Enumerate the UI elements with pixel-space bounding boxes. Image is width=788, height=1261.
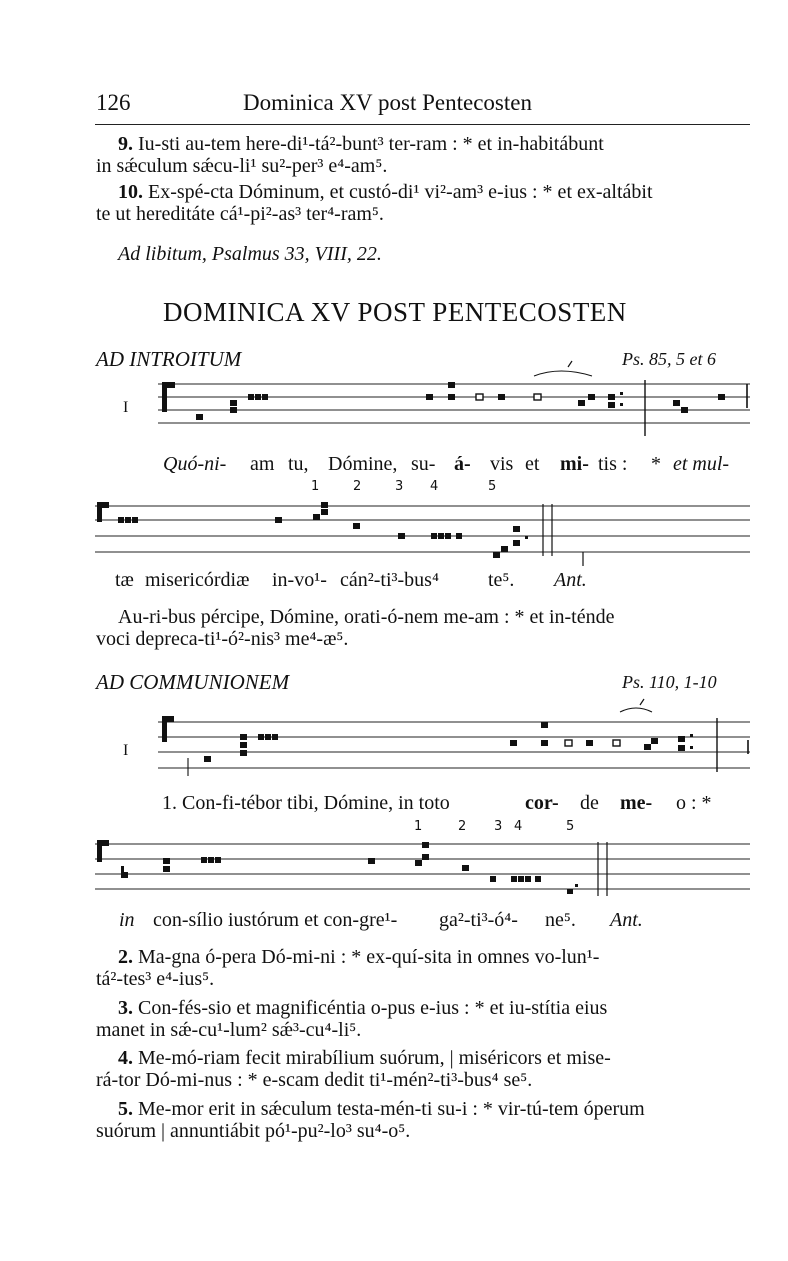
verse-4-line-1 <box>118 1047 611 1069</box>
number: 3 <box>395 479 404 494</box>
lyric-word: me- <box>620 792 653 814</box>
number: 2 <box>353 479 362 494</box>
number: 3 <box>494 819 503 834</box>
introit-reference: Ps. 85, 5 et 6 <box>622 349 716 369</box>
verse-text: Me-mor erit in sǽculum testa-mén-ti su-i : * vir-tú-tem óperum <box>138 1098 645 1120</box>
communion-staff-1 <box>158 712 750 782</box>
lyric-word: vis <box>490 453 514 475</box>
verse-9-line-2: in sǽculum sǽcu-li¹ su²-per³ e⁴-am⁵. <box>96 155 388 177</box>
verse-5-line-2: suórum | annuntiábit pó¹-pu²-lo³ su⁴-o⁵. <box>96 1120 411 1142</box>
number: 5 <box>488 479 497 494</box>
lyric-word: o : * <box>676 792 712 814</box>
verse-5-line-1 <box>118 1098 645 1120</box>
communion-staff-2 <box>95 840 750 902</box>
verse-number: 2. <box>118 946 133 968</box>
lyric-word: tæ <box>115 569 134 591</box>
mode-numeral: I <box>123 399 129 416</box>
verse-text: Iu-sti au-tem here-di¹-tá²-bunt³ ter-ram : * et in-habitábunt <box>138 133 604 155</box>
ad-libitum-note: Ad libitum, Psalmus 33, VIII, 22. <box>118 243 382 265</box>
lyric-word: cor- <box>525 792 559 814</box>
lyric-word: su- <box>411 453 436 475</box>
verse-number: 4. <box>118 1047 133 1069</box>
verse-4-line-2: rá-tor Dó-mi-nus : * e-scam dedit ti¹-mén²-ti³-bus⁴ se⁵. <box>96 1069 533 1091</box>
verse-number: 10. <box>118 181 143 203</box>
lyric-word: á- <box>454 453 471 475</box>
number: 1 <box>311 479 320 494</box>
lyric-word: mi- <box>560 453 589 475</box>
lyric-word: Ant. <box>610 909 643 931</box>
verse-2-line-2: tá²-tes³ e⁴-ius⁵. <box>96 968 215 990</box>
verse-9-line-1 <box>118 133 604 155</box>
introit-antiphon-line-1: Au-ri-bus pércipe, Dómine, orati-ó-nem me-am : * et in-ténde <box>118 606 615 628</box>
lyric-word: et <box>525 453 540 475</box>
lyric-word: cán²-ti³-bus⁴ <box>340 569 439 591</box>
lyric-word: Quó-ni- <box>163 453 227 475</box>
communion-label: AD COMMUNIONEM <box>96 670 290 694</box>
number: 4 <box>514 819 523 834</box>
accent-mark <box>530 364 600 380</box>
introit-label: AD INTROITUM <box>96 347 242 371</box>
verse-3-line-1 <box>118 997 607 1019</box>
lyric-word: in-vo¹- <box>272 569 327 591</box>
number: 5 <box>566 819 575 834</box>
header-rule <box>95 124 750 125</box>
lyric-word: tis : <box>598 453 628 475</box>
verse-10-line-2: te ut hereditáte cá¹-pi²-as³ ter⁴-ram⁵. <box>96 203 384 225</box>
verse-3-line-2: manet in sǽ-cu¹-lum² sǽ³-cu⁴-li⁵. <box>96 1019 362 1041</box>
verse-number: 5. <box>118 1098 133 1120</box>
introit-staff-1 <box>158 380 750 440</box>
number: 1 <box>414 819 423 834</box>
verse-number: 3. <box>118 997 133 1019</box>
verse-text: Me-mó-riam fecit mirabílium suórum, | miséricors et mise- <box>138 1047 611 1069</box>
verse-text: Ma-gna ó-pera Dó-mi-ni : * ex-quí-sita in omnes vo-lun¹- <box>138 946 600 968</box>
lyric-word: de <box>580 792 599 814</box>
verse-number: 9. <box>118 133 133 155</box>
lyric-word: ga²-ti³-ó⁴- <box>439 909 518 931</box>
mode-numeral: I <box>123 742 129 759</box>
lyric-word: Dómine, <box>328 453 398 475</box>
number: 4 <box>430 479 439 494</box>
communion-reference: Ps. 110, 1-10 <box>622 672 717 692</box>
introit-staff-2 <box>95 500 750 570</box>
lyric-word: te⁵. <box>488 569 515 591</box>
verse-10-line-1 <box>118 181 653 203</box>
verse-text: Ex-spé-cta Dóminum, et custó-di¹ vi²-am³ e-ius : * et ex-altábit <box>148 181 653 203</box>
lyric-word: misericórdiæ <box>145 569 250 591</box>
number: 2 <box>458 819 467 834</box>
lyric-word: con-sílio iustórum et con-gre¹- <box>153 909 398 931</box>
lyric-word: am <box>250 453 275 475</box>
introit-antiphon-line-2: voci depreca-ti¹-ó²-nis³ me⁴-æ⁵. <box>96 628 349 650</box>
lyric-word: Ant. <box>554 569 587 591</box>
section-title: DOMINICA XV POST PENTECOSTEN <box>163 297 627 327</box>
verse-2-line-1 <box>118 946 599 968</box>
lyric-word: ne⁵. <box>545 909 576 931</box>
lyric-word: 1. Con-fi-tébor tibi, Dómine, in toto <box>162 792 450 814</box>
running-title: Dominica XV post Pentecosten <box>243 90 532 115</box>
page-number: 126 <box>96 90 131 115</box>
lyric-word: et mul- <box>673 453 730 475</box>
verse-text: Con-fés-sio et magnificéntia o-pus e-ius : * et iu-stítia eius <box>138 997 608 1019</box>
lyric-word: tu, <box>288 453 309 475</box>
lyric-word: * <box>651 453 661 475</box>
lyric-word: in <box>119 909 135 931</box>
